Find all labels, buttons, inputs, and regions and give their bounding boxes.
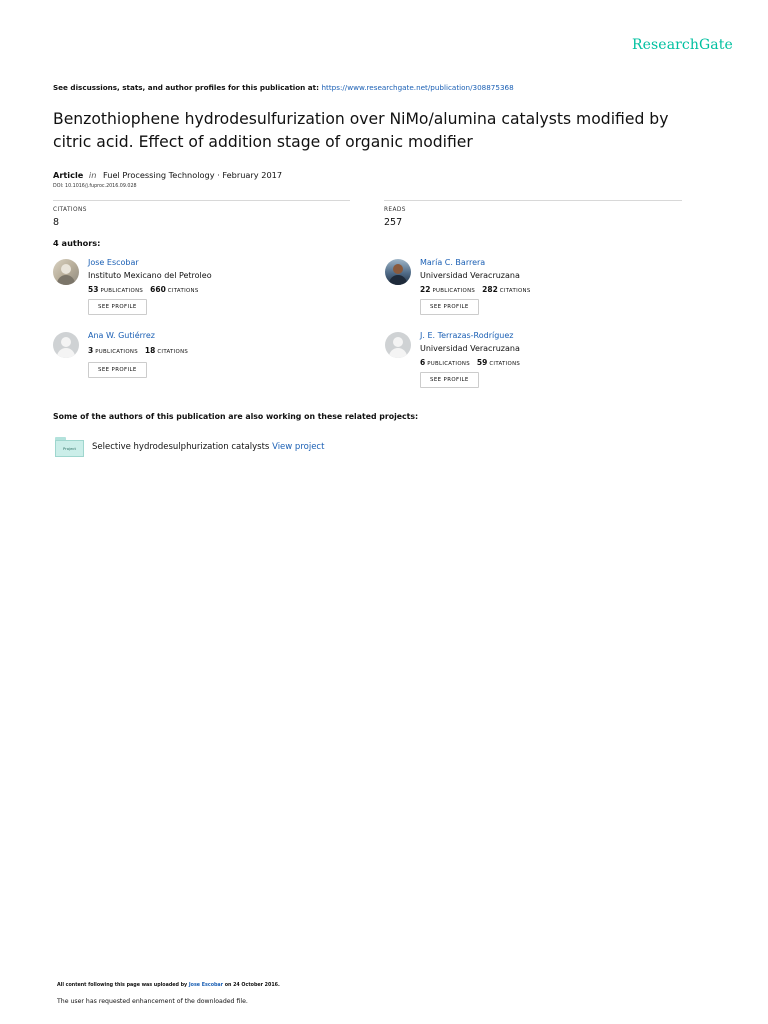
author-name[interactable]: Jose Escobar	[88, 258, 139, 267]
author-card	[53, 332, 353, 392]
doi: DOI: 10.1016/j.fuproc.2016.09.028	[53, 184, 137, 189]
author-institution: Universidad Veracruzana	[420, 271, 520, 280]
citations-label: CITATIONS	[53, 207, 87, 213]
author-name[interactable]: Ana W. Gutiérrez	[88, 331, 155, 340]
upload-prefix: All content following this page was uploaded by	[57, 983, 188, 988]
author-avatar[interactable]	[385, 259, 411, 285]
journal-info[interactable]: Fuel Processing Technology · February 2017	[103, 170, 283, 180]
discussion-line	[53, 83, 514, 92]
upload-notice	[57, 983, 280, 988]
project-folder-icon	[55, 437, 84, 457]
article-type: Article	[53, 170, 84, 180]
see-profile-button[interactable]: SEE PROFILE	[420, 372, 479, 388]
publications-label: PUBLICATIONS	[432, 288, 476, 294]
author-name[interactable]: María C. Barrera	[420, 258, 486, 267]
publications-count: 53	[88, 285, 99, 294]
author-avatar[interactable]	[53, 259, 79, 285]
citations-label: CITATIONS	[157, 349, 189, 355]
enhancement-notice: The user has requested enhancement of the downloaded file.	[57, 998, 248, 1005]
project-name: Selective hydrodesulphurization catalysts	[92, 442, 270, 452]
citations-label: CITATIONS	[167, 288, 199, 294]
researchgate-logo[interactable]: ResearchGate	[632, 37, 733, 53]
related-project	[92, 442, 324, 452]
reads-label: READS	[384, 207, 406, 213]
publications-count: 3	[88, 346, 94, 355]
publication-title: Benzothiophene hydrodesulfurization over NiMo/alumina catalysts modified by citric acid. Effect of addition stage of organic modifier	[53, 110, 669, 151]
authors-heading: 4 authors:	[53, 238, 101, 248]
author-institution: Instituto Mexicano del Petroleo	[88, 271, 212, 280]
publication-url-link[interactable]: https://www.researchgate.net/publication/308875368	[321, 83, 514, 92]
project-icon-label: Project	[55, 440, 84, 457]
author-stats	[88, 285, 206, 294]
citations-count: 282	[482, 285, 498, 294]
see-profile-button[interactable]: SEE PROFILE	[88, 299, 147, 315]
view-project-link[interactable]: View project	[272, 442, 325, 452]
see-profile-button[interactable]: SEE PROFILE	[88, 362, 147, 378]
article-meta	[53, 170, 282, 180]
publications-label: PUBLICATIONS	[427, 361, 470, 367]
author-card	[385, 332, 685, 392]
author-stats	[88, 346, 195, 355]
publications-count: 22	[420, 285, 431, 294]
author-card	[385, 259, 685, 319]
citations-divider	[53, 200, 350, 201]
citations-count: 18	[144, 346, 156, 355]
reads-divider	[384, 200, 682, 201]
see-profile-button[interactable]: SEE PROFILE	[420, 299, 479, 315]
discussion-text: See discussions, stats, and author profiles for this publication at:	[53, 83, 319, 92]
author-stats	[420, 285, 538, 294]
citations-count: 8	[53, 217, 60, 228]
upload-suffix: on 24 October 2016.	[224, 983, 280, 988]
citations-label: CITATIONS	[489, 361, 521, 367]
citations-label: CITATIONS	[499, 288, 531, 294]
citations-count: 660	[150, 285, 166, 294]
author-stats	[420, 358, 527, 367]
uploader-link[interactable]: Jose Escobar	[188, 983, 224, 988]
author-institution: Universidad Veracruzana	[420, 344, 520, 353]
publications-label: PUBLICATIONS	[100, 288, 144, 294]
reads-count: 257	[384, 217, 403, 228]
author-card	[53, 259, 353, 319]
publications-count: 6	[420, 358, 426, 367]
citations-count: 59	[476, 358, 488, 367]
author-name[interactable]: J. E. Terrazas-Rodríguez	[420, 331, 514, 340]
article-in: in	[88, 170, 97, 180]
default-avatar-icon[interactable]	[53, 332, 79, 358]
default-avatar-icon[interactable]	[385, 332, 411, 358]
publications-label: PUBLICATIONS	[95, 349, 138, 355]
related-projects-heading: Some of the authors of this publication are also working on these related projects:	[53, 412, 419, 421]
